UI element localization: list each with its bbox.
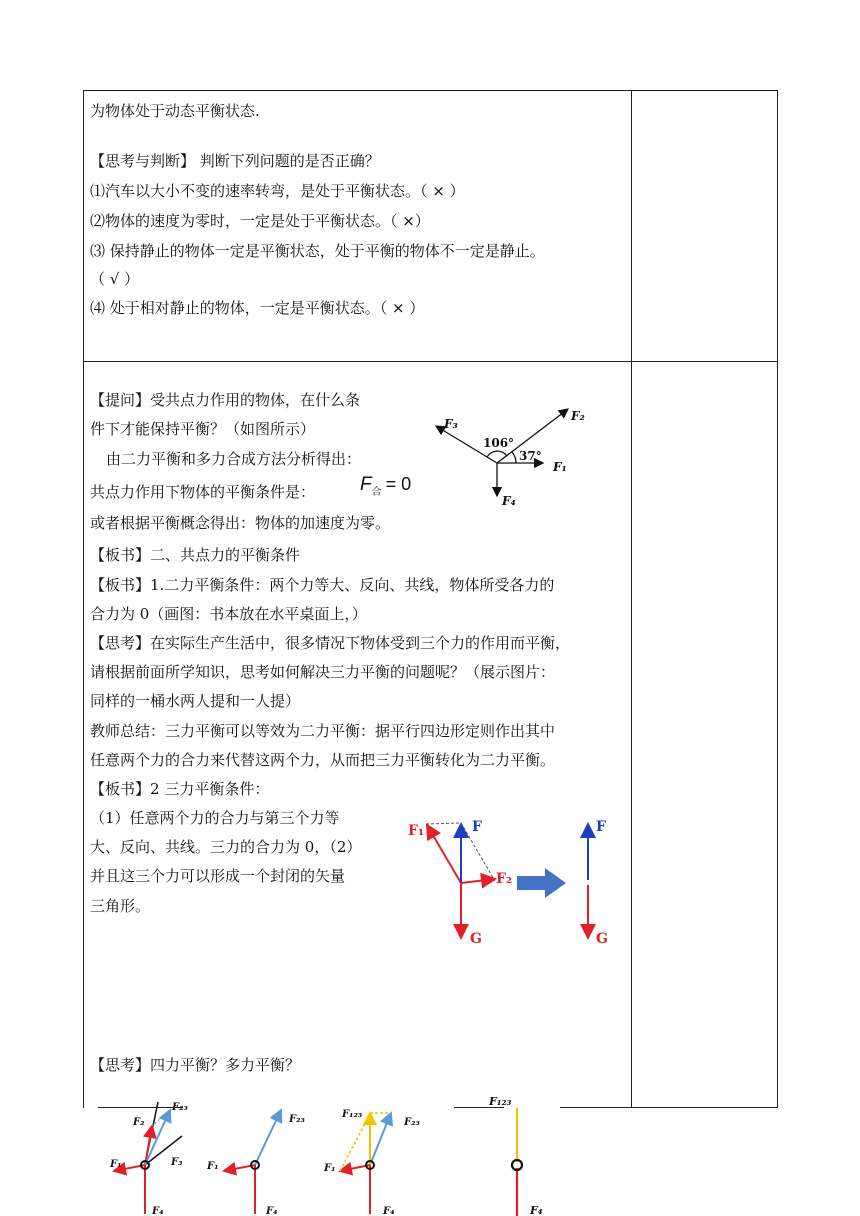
board-text-1: 二、共点力的平衡条件 (150, 546, 301, 564)
acceleration-line: 或者根据平衡概念得出：物体的加速度为零。 (90, 514, 391, 532)
table-top-border (83, 90, 778, 91)
label-g: G (470, 931, 482, 947)
condition-line-3: 并且这三个力可以形成一个封闭的矢量 (90, 867, 346, 885)
label-f4: F₄ (502, 494, 516, 508)
table-right-border (777, 90, 778, 1108)
ask-text-1: 受共点力作用的物体，在什么条 (150, 391, 361, 409)
label-f2: F₂ (496, 871, 513, 887)
question-1: ⑴汽车以大小不变的速率转弯，是处于平衡状态。（ × ） (90, 182, 465, 200)
think-judge-tag: 【思考与判断】 (90, 152, 196, 170)
parallelogram-dashed-top (426, 823, 461, 824)
force-f2-arrow (461, 879, 495, 883)
diagram-b (224, 1110, 281, 1214)
label-c-f23: F₂₃ (404, 1117, 420, 1128)
think-judge-heading (90, 151, 380, 171)
equilibrium-condition-line (90, 482, 315, 502)
think-text-1: 在实际生产生活中，很多情况下物体受到三个力的作用而平衡， (150, 634, 571, 652)
board-text-2a: 1.二力平衡条件：两个力等大、反向、共线，物体所受各力的 (150, 576, 555, 594)
question-2: ⑵物体的速度为零时，一定是处于平衡状态。（ ×） (90, 212, 430, 230)
diagram-d (512, 1108, 522, 1216)
label-a-f3: F₃ (171, 1157, 183, 1168)
think-tag: 【思考】 (90, 634, 151, 652)
formula-subscript: 合 (371, 487, 382, 498)
label-b-f4: F₄ (266, 1206, 278, 1216)
net-force-formula (360, 474, 411, 496)
board-line-2a (90, 575, 554, 595)
condition-line-2: 大、反向、共线。三力的合力为 0，（2） (90, 838, 362, 856)
board-tag-1: 【板书】 (90, 546, 151, 564)
label-d-f4: F₄ (530, 1204, 543, 1216)
ask-tag: 【提问】 (90, 391, 151, 409)
ask-line-1 (90, 390, 360, 410)
board-line-1 (90, 545, 300, 565)
think-tag-2: 【思考】 (90, 1056, 151, 1074)
diagram-c (340, 1113, 391, 1214)
three-force-diagram (400, 805, 620, 950)
label-g-right: G (596, 931, 608, 947)
label-a-f2: F₂ (133, 1117, 145, 1128)
board-line-2b: 合力为 0（画图：书本放在水平桌面上，） (90, 605, 367, 623)
label-b-f1: F₁ (207, 1161, 219, 1172)
board-text-3: 2 三力平衡条件： (150, 780, 270, 798)
formula-equals-zero: = 0 (385, 474, 412, 494)
label-c-f123: F₁₂₃ (342, 1109, 363, 1120)
table-left-border (83, 90, 84, 1108)
label-a-f23: F₂₃ (172, 1102, 188, 1113)
label-f: F (472, 819, 482, 835)
teacher-summary-1: 教师总结：三力平衡可以等效为二力平衡：据平行四边形定则作出其中 (90, 722, 556, 740)
board-tag-2: 【板书】 (90, 576, 151, 594)
label-f2: F₂ (571, 409, 585, 423)
think-judge-text: 判断下列问题的是否正确？ (195, 152, 380, 170)
think-line-3: 同样的一桶水两人提和一人提） (90, 692, 301, 710)
condition-line-4: 三角形。 (90, 897, 151, 915)
equivalence-arrow (517, 868, 566, 898)
label-f1: F₁ (553, 460, 567, 474)
force-f1-arrow (427, 825, 461, 883)
analysis-line: 由二力平衡和多力合成方法分析得出： (106, 450, 362, 468)
angle-arc-106 (487, 451, 507, 457)
label-d-f123: F₁₂₃ (489, 1095, 512, 1108)
table-row-divider (83, 361, 778, 362)
ask-line-2: 件下才能保持平衡？（如图所示） (90, 420, 316, 438)
think-line-1 (90, 633, 570, 653)
angle-arc-37 (512, 452, 516, 463)
board-line-3 (90, 779, 269, 799)
equilibrium-condition-text: 共点力作用下物体的平衡条件是： (90, 483, 316, 501)
label-b-f23: F₂₃ (289, 1114, 305, 1125)
label-f1: F₁ (408, 823, 425, 839)
label-c-f1: F₁ (324, 1163, 336, 1174)
multi-force-diagram (100, 1088, 560, 1216)
label-angle-106: 106° (483, 436, 515, 450)
board-tag-3: 【板书】 (90, 780, 151, 798)
table-bottom-border-right (560, 1107, 778, 1108)
label-f-right: F (596, 819, 606, 835)
think-text-4: 四力平衡？多力平衡？ (150, 1056, 301, 1074)
teacher-summary-2: 任意两个力的合力来代替这两个力，从而把三力平衡转化为二力平衡。 (90, 751, 556, 769)
label-f3: F₃ (444, 417, 458, 431)
question-3b: （ √ ） (90, 270, 140, 288)
think-line-4 (90, 1055, 300, 1075)
question-3a: ⑶ 保持静止的物体一定是平衡状态，处于平衡的物体不一定是静止。 (90, 242, 545, 260)
label-angle-37: 37° (519, 449, 542, 463)
concurrent-forces-diagram (430, 395, 610, 515)
condition-line-1: （1）任意两个力的合力与第三个力等 (90, 809, 340, 827)
label-a-f1: F₁ (110, 1159, 122, 1170)
label-a-f4: F₄ (152, 1206, 164, 1216)
label-c-f4: F₄ (383, 1206, 395, 1216)
question-4: ⑷ 处于相对静止的物体，一定是平衡状态。（ × ） (90, 299, 425, 317)
section1-line0: 为物体处于动态平衡状态. (90, 102, 260, 120)
think-line-2: 请根据前面所学知识，思考如何解决三力平衡的问题呢？（展示图片： (90, 663, 556, 681)
table-column-divider (631, 90, 632, 1108)
formula-F: F (360, 474, 372, 495)
